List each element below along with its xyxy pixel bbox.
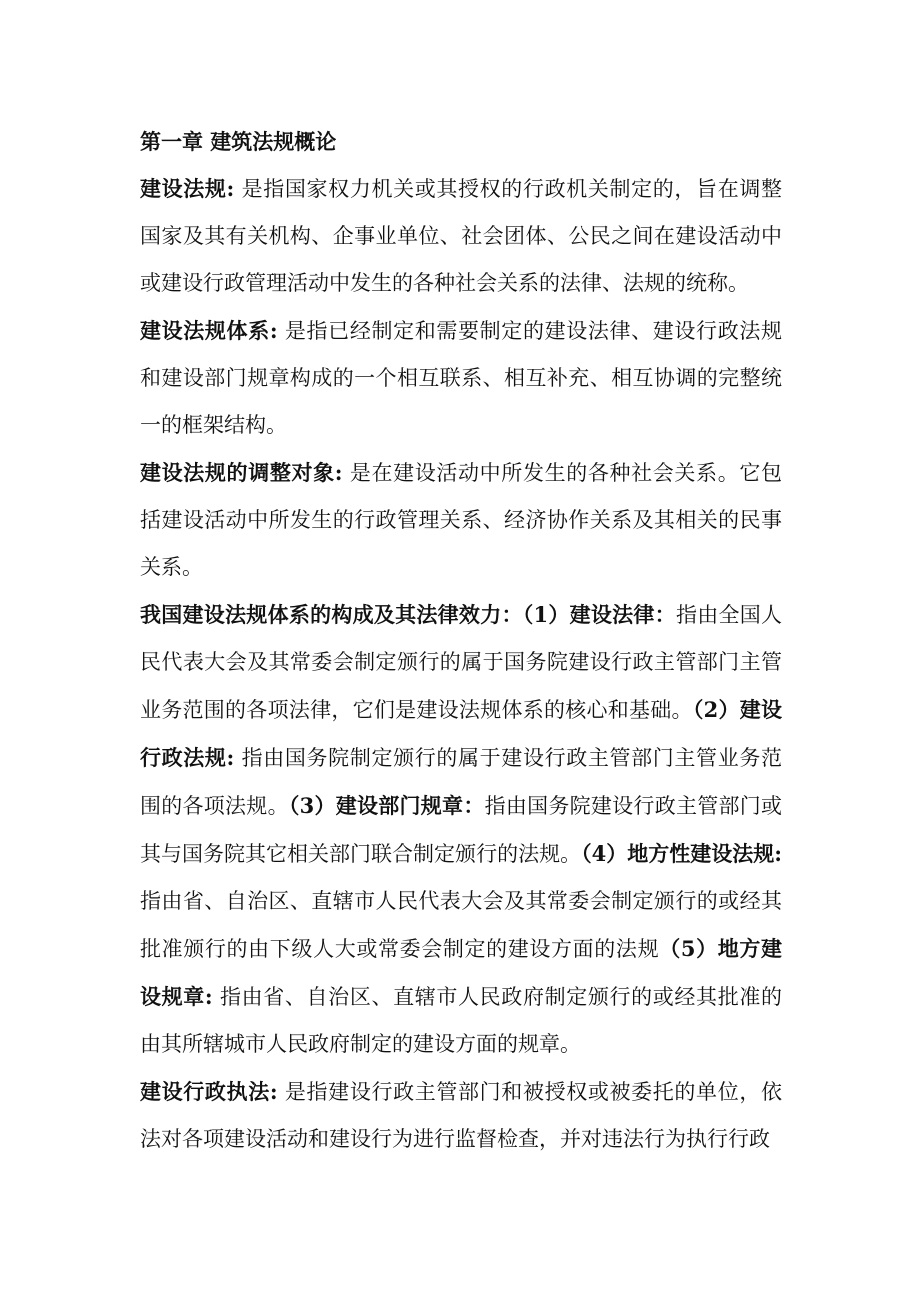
definition-administrative-enforcement bbox=[140, 1068, 782, 1163]
composition-text: 指由国务院制定颁行的属于建设行政主管部门主管业务范围的各项法规。 bbox=[140, 746, 782, 818]
definition-construction-regulations bbox=[140, 165, 782, 307]
chapter-title: 第一章 建筑法规概论 bbox=[140, 129, 337, 154]
definition-text: 是指已经制定和需要制定的建设法律、建设行政法规和建设部门规章构成的一个相互联系、相互补充、相互协调的完整统一的框架结构。 bbox=[140, 319, 782, 437]
term-label: 建设法规体系: bbox=[140, 318, 278, 343]
term-label: 建设法规: bbox=[140, 176, 235, 201]
composition-heading: （4）地方性建设法规: bbox=[581, 841, 782, 866]
term-label: 建设行政执法: bbox=[140, 1079, 278, 1104]
regulation-system-composition bbox=[140, 591, 782, 1068]
composition-heading: （3）建设部门规章： bbox=[288, 793, 485, 818]
composition-heading: （2）建设行政法规: bbox=[140, 697, 782, 770]
definition-regulation-system bbox=[140, 307, 782, 449]
composition-text: 指由全国人民代表大会及其常委会制定颁行的属于国务院建设行政主管部门主管业务范围的各项法律，它们是建设法规体系的核心和基础。 bbox=[140, 603, 782, 722]
composition-text: 指由国务院建设行政主管部门或其与国务院其它相关部门联合制定颁行的法规。 bbox=[140, 794, 783, 866]
definition-text: 是指建设行政主管部门和被授权或被委托的单位，依法对各项建设活动和建设行为进行监督检查，并对违法行为执行行政 bbox=[140, 1080, 782, 1151]
composition-text: 指由省、自治区、直辖市人民代表大会及其常委会制定颁行的或经其批准颁行的由下级人大或常委会制定的建设方面的法规 bbox=[140, 889, 782, 961]
composition-heading: （5）地方建设规章: bbox=[140, 936, 782, 1009]
definition-adjustment-objects bbox=[140, 449, 782, 591]
composition-text: 指由省、自治区、直辖市人民政府制定颁行的或经其批准的由其所辖城市人民政府制定的建设方面的规章。 bbox=[140, 985, 782, 1056]
definition-text: 是在建设活动中所发生的各种社会关系。它包括建设活动中所发生的行政管理关系、经济协作关系及其相关的民事关系。 bbox=[140, 461, 782, 579]
composition-heading: 我国建设法规体系的构成及其法律效力：（1）建设法律： bbox=[140, 602, 676, 627]
definition-text: 是指国家权力机关或其授权的行政机关制定的，旨在调整国家及其有关机构、企事业单位、社会团体、公民之间在建设活动中或建设行政管理活动中发生的各种社会关系的法律、法规的统称。 bbox=[140, 177, 782, 295]
term-label: 建设法规的调整对象: bbox=[140, 460, 343, 485]
